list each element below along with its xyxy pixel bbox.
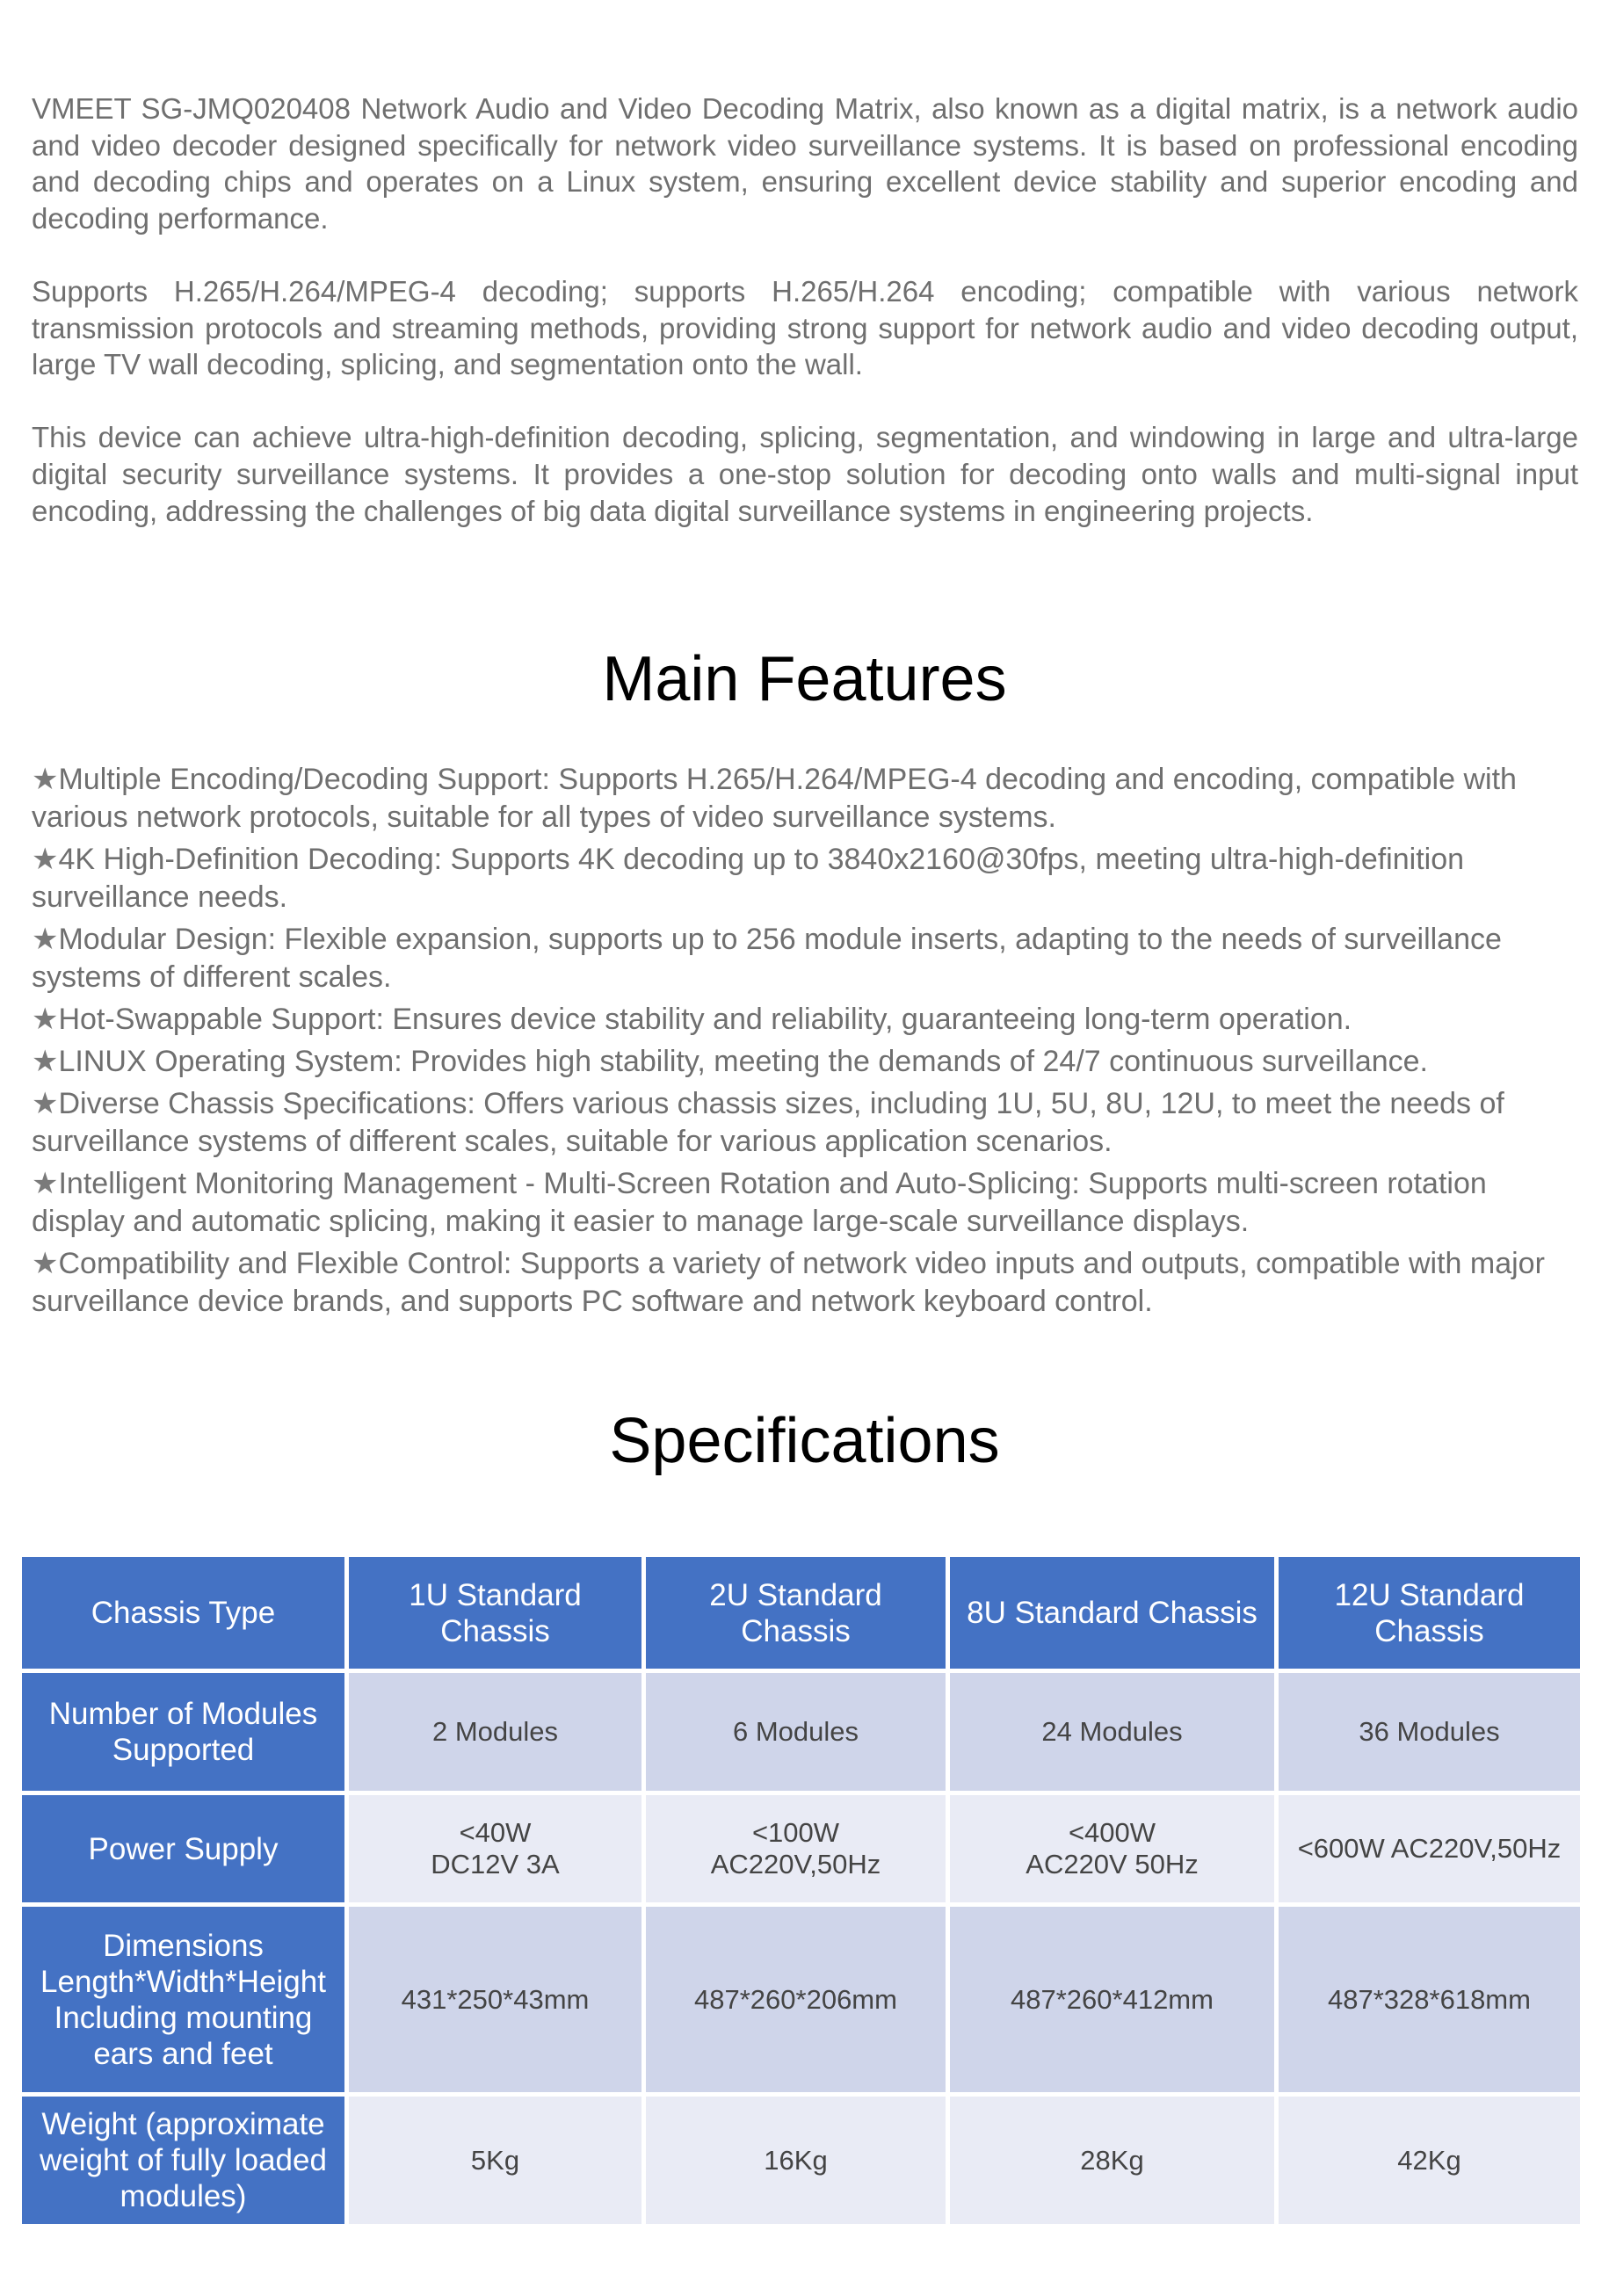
- table-cell: 16Kg: [644, 2095, 948, 2227]
- table-row: [20, 1905, 1583, 2095]
- feature-text: Modular Design: Flexible expansion, supports up to 256 module inserts, adapting to the needs of surveillance systems of different scales.: [32, 923, 1502, 994]
- main-features-heading: Main Features: [602, 644, 1007, 714]
- feature-item: [32, 1085, 1587, 1161]
- table-cell: 487*328*618mm: [1277, 1905, 1583, 2095]
- table-cell: 487*260*412mm: [948, 1905, 1277, 2095]
- feature-text: LINUX Operating System: Provides high stability, meeting the demands of 24/7 continuous surveillance.: [58, 1045, 1429, 1078]
- feature-item: [32, 1043, 1587, 1081]
- column-header-12u: 12U Standard Chassis: [1277, 1555, 1583, 1671]
- table-row: [20, 2095, 1583, 2227]
- specifications-heading: Specifications: [609, 1406, 1000, 1476]
- table-cell: 2 Modules: [347, 1671, 644, 1793]
- feature-text: Compatibility and Flexible Control: Supports a variety of network video inputs and outputs, compatible with major surveillance device brands, and supports PC software and network keyboard control.: [32, 1247, 1545, 1318]
- cell-line: <400W: [1068, 1817, 1156, 1848]
- features-list: [32, 761, 1587, 1325]
- feature-text: Diverse Chassis Specifications: Offers various chassis sizes, including 1U, 5U, 8U, 12U, to meet the needs of surveillance systems of different scales, suitable for various application scenarios.: [32, 1087, 1504, 1158]
- star-icon: ★: [32, 843, 59, 876]
- feature-text: Multiple Encoding/Decoding Support: Supports H.265/H.264/MPEG-4 decoding and encoding, compatible with various network protocols, suitable for all types of video surveillance systems.: [32, 763, 1517, 834]
- table-cell: [347, 1793, 644, 1905]
- table-cell: 28Kg: [948, 2095, 1277, 2227]
- column-header-chassis-type: Chassis Type: [20, 1555, 347, 1671]
- feature-item: [32, 1245, 1587, 1321]
- cell-line: <40W: [459, 1817, 532, 1848]
- feature-text: Intelligent Monitoring Management - Multi-Screen Rotation and Auto-Splicing: Supports multi-screen rotation display and automatic splicing, making it easier to manage large-scale surveillance displays.: [32, 1167, 1487, 1238]
- column-header-1u: 1U Standard Chassis: [347, 1555, 644, 1671]
- row-header-power-supply: Power Supply: [20, 1793, 347, 1905]
- cell-line: <100W: [751, 1817, 840, 1848]
- cell-line: <600W AC220V,50Hz: [1297, 1833, 1562, 1864]
- intro-paragraph: Supports H.265/H.264/MPEG-4 decoding; supports H.265/H.264 encoding; compatible with various network transmission protocols and streaming methods, providing strong support for network audio and video decoding output, large TV wall decoding, splicing, and segmentation onto the wall.: [32, 274, 1578, 381]
- star-icon: ★: [32, 1087, 59, 1120]
- star-icon: ★: [32, 1167, 59, 1200]
- table-cell: [644, 1793, 948, 1905]
- table-cell: 42Kg: [1277, 2095, 1583, 2227]
- feature-item: [32, 921, 1587, 996]
- table-header-row: [20, 1555, 1583, 1671]
- feature-text: 4K High-Definition Decoding: Supports 4K decoding up to 3840x2160@30fps, meeting ultra-high-definition surveillance needs.: [32, 843, 1465, 914]
- intro-text: [32, 91, 1578, 566]
- table-cell: 431*250*43mm: [347, 1905, 644, 2095]
- star-icon: ★: [32, 1247, 59, 1280]
- table-cell: 5Kg: [347, 2095, 644, 2227]
- table-row: [20, 1671, 1583, 1793]
- row-header-weight: Weight (approximate weight of fully loaded modules): [20, 2095, 347, 2227]
- table-cell: [948, 1793, 1277, 1905]
- cell-line: AC220V 50Hz: [1026, 1849, 1199, 1880]
- star-icon: ★: [32, 1003, 59, 1036]
- star-icon: ★: [32, 1045, 59, 1078]
- specifications-table: [18, 1553, 1584, 2228]
- feature-item: [32, 761, 1587, 837]
- table-cell: 24 Modules: [948, 1671, 1277, 1793]
- table-cell: 36 Modules: [1277, 1671, 1583, 1793]
- feature-item: [32, 1165, 1587, 1241]
- cell-line: DC12V 3A: [431, 1849, 560, 1880]
- table-row: [20, 1793, 1583, 1905]
- feature-item: [32, 1001, 1587, 1039]
- row-header-dimensions: Dimensions Length*Width*Height Including mounting ears and feet: [20, 1905, 347, 2095]
- intro-paragraph: VMEET SG-JMQ020408 Network Audio and Video Decoding Matrix, also known as a digital matrix, is a network audio and video decoder designed specifically for network video surveillance systems. It is based on professional encoding and decoding chips and operates on a Linux system, ensuring excellent device stability and superior encoding and decoding performance.: [32, 92, 1578, 235]
- column-header-8u: 8U Standard Chassis: [948, 1555, 1277, 1671]
- cell-line: AC220V,50Hz: [710, 1849, 881, 1880]
- feature-text: Hot-Swappable Support: Ensures device stability and reliability, guaranteeing long-term operation.: [58, 1003, 1352, 1036]
- table-cell: [1277, 1793, 1583, 1905]
- feature-item: [32, 841, 1587, 916]
- star-icon: ★: [32, 923, 59, 956]
- table-cell: 487*260*206mm: [644, 1905, 948, 2095]
- column-header-2u: 2U Standard Chassis: [644, 1555, 948, 1671]
- star-icon: ★: [32, 763, 59, 796]
- intro-paragraph: This device can achieve ultra-high-definition decoding, splicing, segmentation, and windowing in large and ultra-large digital security surveillance systems. It provides a one-stop solution for decoding onto walls and multi-signal input encoding, addressing the challenges of big data digital surveillance systems in engineering projects.: [32, 421, 1578, 527]
- table-cell: 6 Modules: [644, 1671, 948, 1793]
- row-header-modules: Number of Modules Supported: [20, 1671, 347, 1793]
